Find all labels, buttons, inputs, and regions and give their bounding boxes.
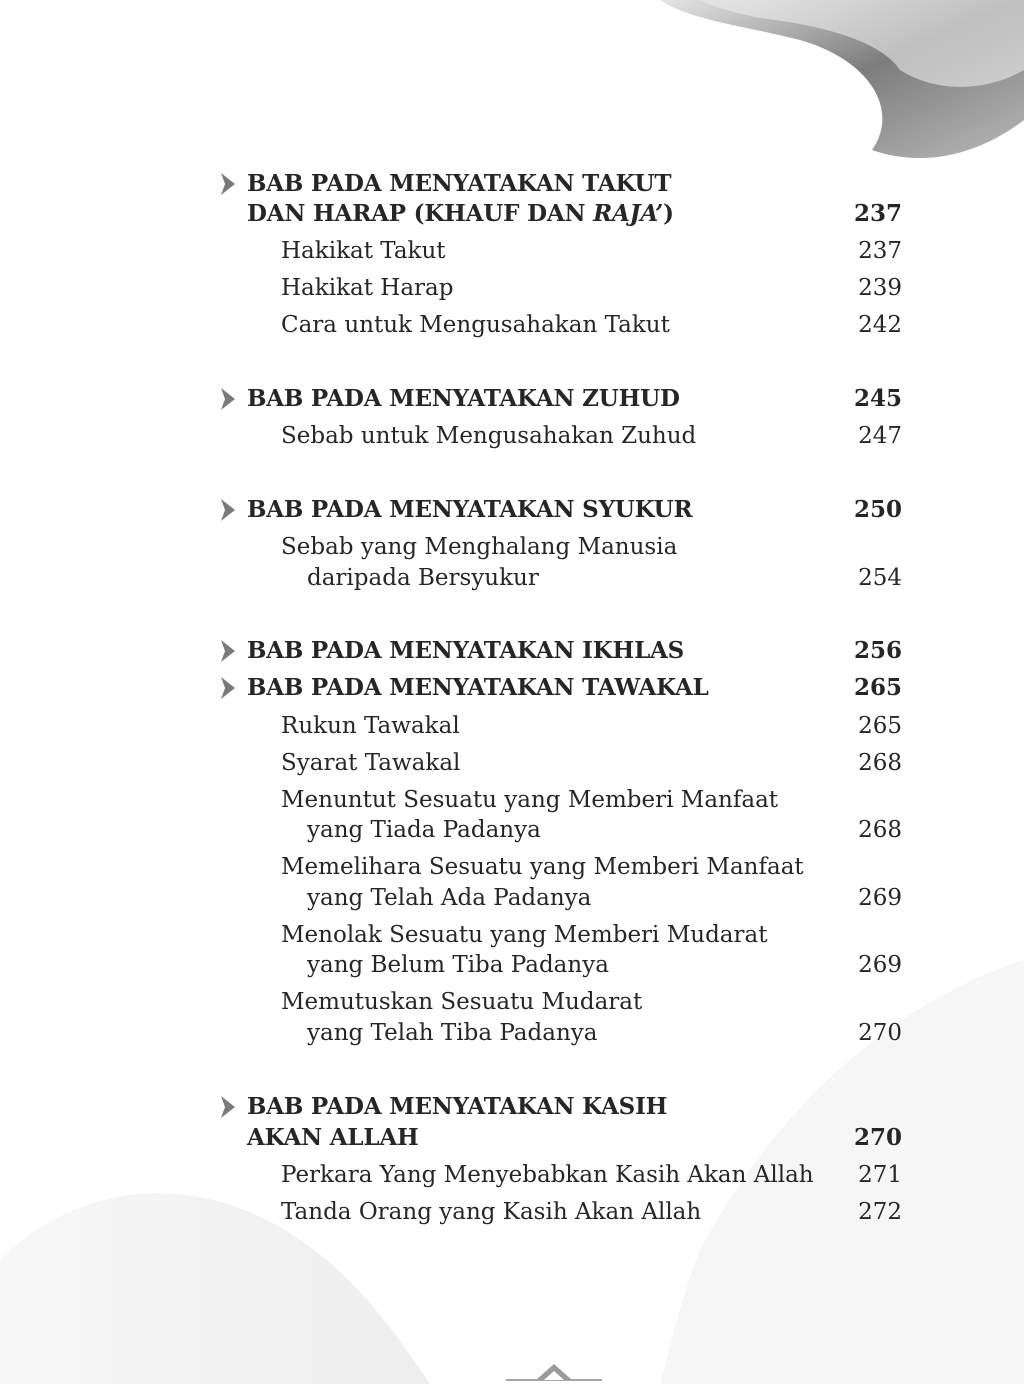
page-number: 269 <box>858 952 902 978</box>
toc-item-continuation[interactable] <box>0 947 1024 983</box>
heading-prefix: DAN HARAP (KHAUF DAN <box>247 200 594 227</box>
section-heading: BAB PADA MENYATAKAN ZUHUD <box>247 385 680 412</box>
toc-item-label-line2: yang Belum Tiba Padanya <box>307 952 609 978</box>
toc-section-takut-line2[interactable] <box>0 196 1024 232</box>
heading-italic: RAJA’ <box>593 200 664 227</box>
page-number: 269 <box>858 885 902 911</box>
toc-section-tawakal[interactable] <box>0 670 1024 706</box>
toc-item-label: Hakikat Harap <box>281 275 454 301</box>
page-ornament-icon <box>506 1356 602 1384</box>
toc-item-label: Memelihara Sesuatu yang Memberi Manfaat <box>281 854 804 880</box>
toc-item-continuation[interactable] <box>0 1015 1024 1051</box>
toc-item-continuation[interactable] <box>0 880 1024 916</box>
toc-section-ikhlas[interactable] <box>0 633 1024 669</box>
page-number: 268 <box>858 750 902 776</box>
section-heading-line2 <box>247 196 674 232</box>
toc-item[interactable] <box>0 418 1024 454</box>
toc-item[interactable] <box>0 307 1024 343</box>
page-number: 272 <box>858 1199 902 1225</box>
chevron-right-icon <box>219 640 235 662</box>
section-heading: BAB PADA MENYATAKAN IKHLAS <box>247 637 685 664</box>
chevron-right-icon <box>219 677 235 699</box>
toc-item-label-line2: yang Tiada Padanya <box>307 817 541 843</box>
toc-item-label-line2: yang Telah Tiba Padanya <box>307 1020 598 1046</box>
toc-section-kasih-line2[interactable] <box>0 1120 1024 1156</box>
page-number: 239 <box>858 275 902 301</box>
chevron-right-icon <box>219 173 235 195</box>
toc-item-label: Menuntut Sesuatu yang Memberi Manfaat <box>281 787 779 813</box>
toc-item-continuation[interactable] <box>0 812 1024 848</box>
chevron-right-icon <box>219 1096 235 1118</box>
toc-item-label: Perkara Yang Menyebabkan Kasih Akan Allah <box>281 1162 814 1188</box>
toc-item-label: Sebab yang Menghalang Manusia <box>281 534 678 560</box>
page-number: 271 <box>858 1162 902 1188</box>
toc-item-label: Sebab untuk Mengusahakan Zuhud <box>281 423 697 449</box>
page-number: 237 <box>858 238 902 264</box>
toc-item-label: Memutuskan Sesuatu Mudarat <box>281 989 643 1015</box>
toc-item-label: Hakikat Takut <box>281 238 446 264</box>
page-number: 237 <box>853 200 902 227</box>
toc-item-label: Rukun Tawakal <box>281 713 460 739</box>
chevron-right-icon <box>219 388 235 410</box>
page-number: 242 <box>858 312 902 338</box>
page-number: 265 <box>853 674 902 701</box>
section-heading-line2: AKAN ALLAH <box>247 1124 419 1151</box>
toc-item-label-line2: daripada Bersyukur <box>307 565 539 591</box>
page-number: 268 <box>858 817 902 843</box>
section-heading: BAB PADA MENYATAKAN TAKUT <box>247 170 672 197</box>
toc-item[interactable] <box>0 745 1024 781</box>
section-heading: BAB PADA MENYATAKAN SYUKUR <box>247 496 693 523</box>
toc-item-continuation[interactable] <box>0 560 1024 596</box>
section-heading: BAB PADA MENYATAKAN KASIH <box>247 1093 668 1120</box>
toc-item[interactable] <box>0 270 1024 306</box>
toc-section-syukur[interactable] <box>0 492 1024 528</box>
toc-item[interactable] <box>0 1194 1024 1230</box>
toc-item-label: Syarat Tawakal <box>281 750 461 776</box>
page-number: 247 <box>858 423 902 449</box>
page-number: 265 <box>858 713 902 739</box>
toc-item[interactable] <box>0 708 1024 744</box>
section-heading: BAB PADA MENYATAKAN TAWAKAL <box>247 674 709 701</box>
chevron-right-icon <box>219 499 235 521</box>
toc-item-label: Menolak Sesuatu yang Memberi Mudarat <box>281 922 768 948</box>
toc-section-zuhud[interactable] <box>0 381 1024 417</box>
heading-suffix: ) <box>663 200 674 227</box>
toc-item-label: Tanda Orang yang Kasih Akan Allah <box>281 1199 702 1225</box>
page-number: 254 <box>858 565 902 591</box>
toc-item-label: Cara untuk Mengusahakan Takut <box>281 312 670 338</box>
page-number: 245 <box>853 385 902 412</box>
page-number: 270 <box>853 1124 902 1151</box>
page-number: 250 <box>853 496 902 523</box>
page-number: 270 <box>858 1020 902 1046</box>
toc-item[interactable] <box>0 1157 1024 1193</box>
toc-item-label-line2: yang Telah Ada Padanya <box>307 885 592 911</box>
toc-item[interactable] <box>0 233 1024 269</box>
page-number: 256 <box>853 637 902 664</box>
